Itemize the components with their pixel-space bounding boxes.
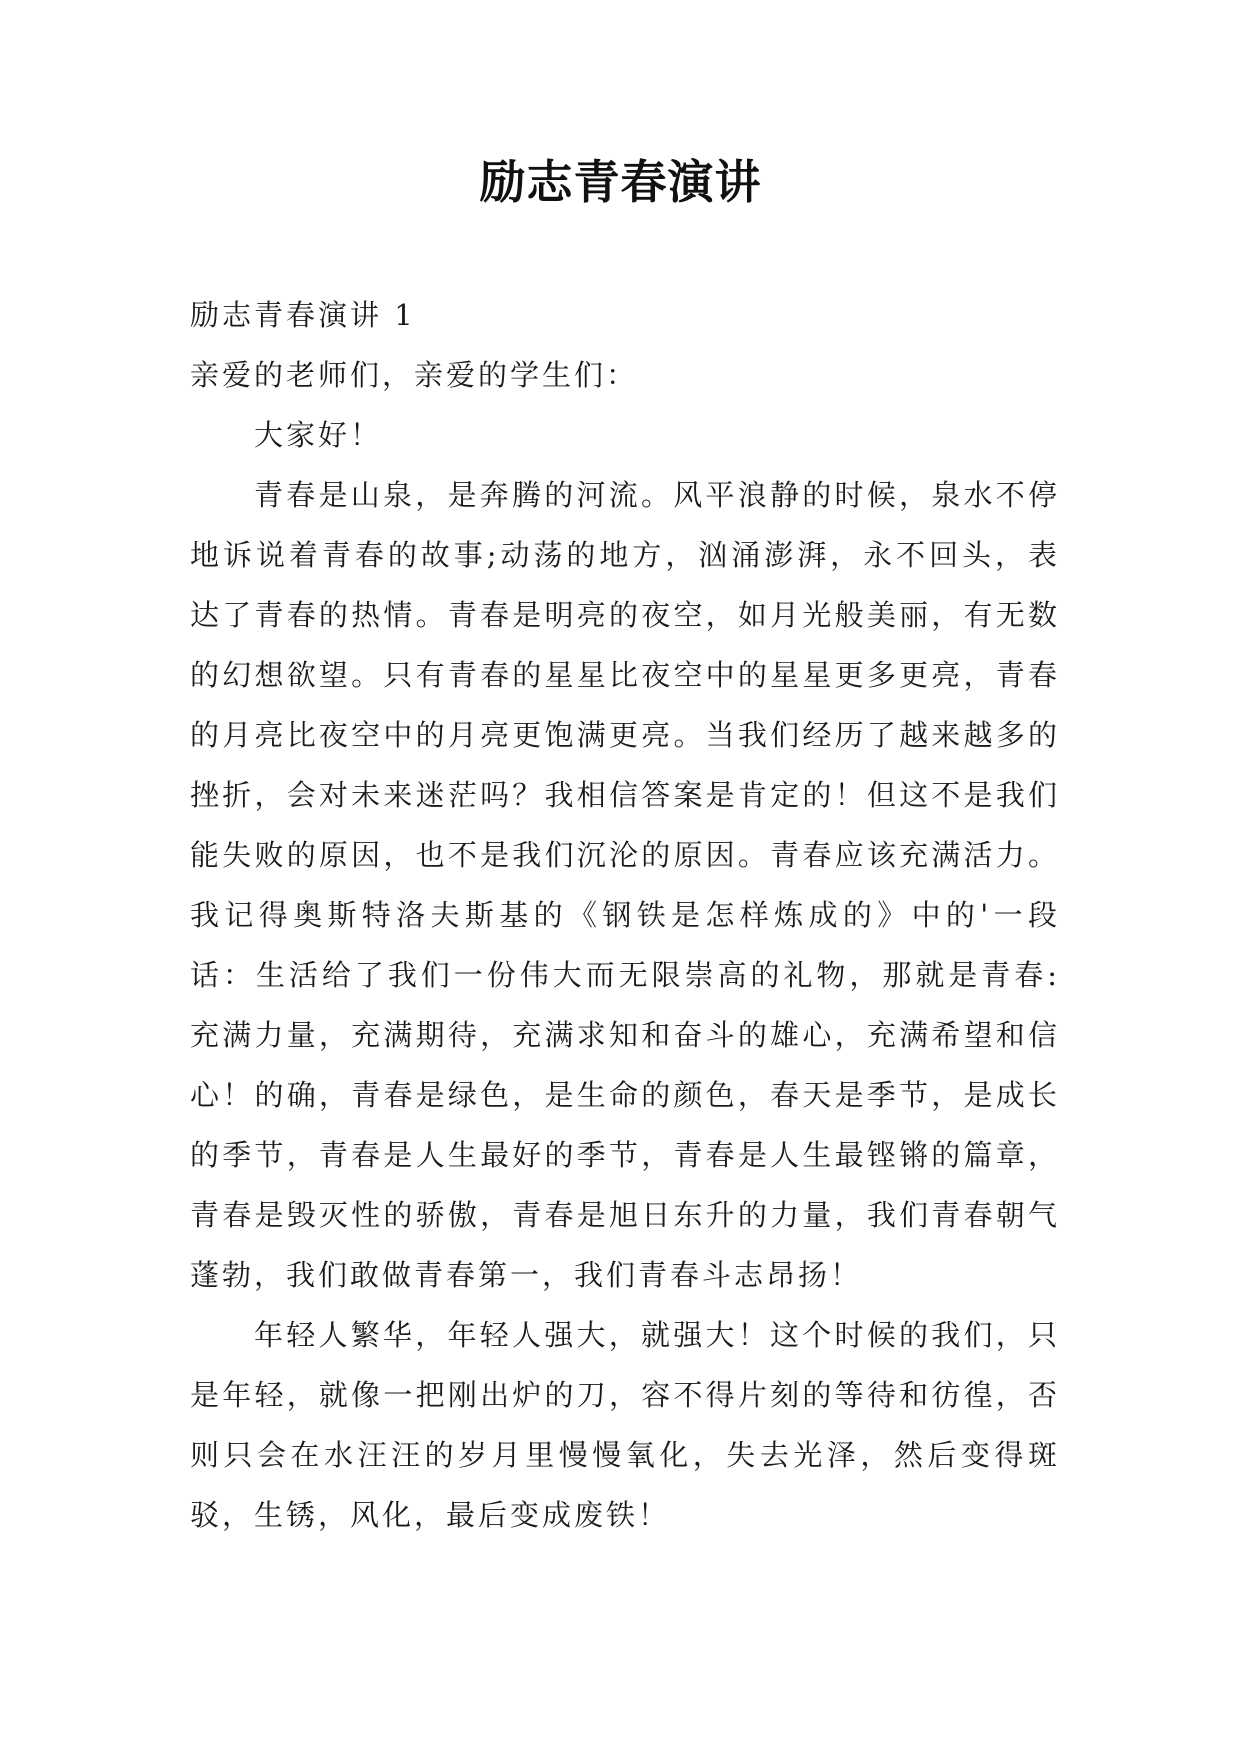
salutation: 亲爱的老师们，亲爱的学生们：	[190, 358, 639, 392]
section-heading: 励志青春演讲 1	[190, 298, 416, 332]
paragraph-2: 年轻人繁华，年轻人强大，就强大！这个时候的我们，只是年轻，就像一把刚出炉的刀，容不得片刻的等待和彷徨，否则只会在水汪汪的岁月里慢慢氧化，失去光泽，然后变得斑驳，生锈，风化，最后变成废铁！	[190, 1318, 1060, 1532]
paragraph-1: 青春是山泉，是奔腾的河流。风平浪静的时候，泉水不停地诉说着青春的故事;动荡的地方，汹涌澎湃，永不回头，表达了青春的热情。青春是明亮的夜空，如月光般美丽，有无数的幻想欲望。只有青春的星星比夜空中的星星更多更亮，青春的月亮比夜空中的月亮更饱满更亮。当我们经历了越来越多的挫折，会对未来迷茫吗？我相信答案是肯定的！但这不是我们能失败的原因，也不是我们沉沦的原因。青春应该充满活力。我记得奥斯特洛夫斯基的《钢铁是怎样炼成的》中的'一段话：生活给了我们一份伟大而无限崇高的礼物，那就是青春:充满力量，充满期待，充满求知和奋斗的雄心，充满希望和信心！的确，青春是绿色，是生命的颜色，春天是季节，是成长的季节，青春是人生最好的季节，青春是人生最铿锵的篇章，青春是毁灭性的骄傲，青春是旭日东升的力量，我们青春朝气蓬勃，我们敢做青春第一，我们青春斗志昂扬！	[190, 478, 1060, 1292]
greeting: 大家好！	[254, 418, 383, 452]
document-title: 励志青春演讲	[479, 155, 762, 209]
document-body	[190, 285, 1060, 1545]
